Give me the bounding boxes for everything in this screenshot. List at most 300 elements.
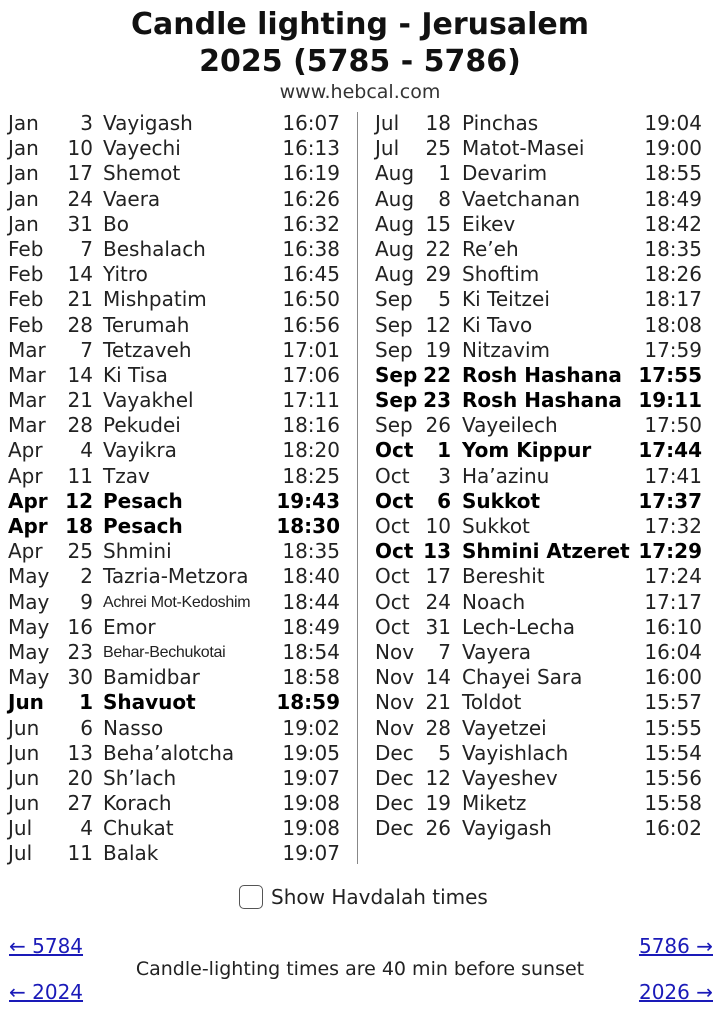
havdalah-toggle[interactable]: [239, 882, 488, 912]
row-day: 4: [80, 438, 93, 463]
row-month: Apr: [8, 539, 43, 564]
table-row: [375, 262, 705, 287]
row-day: 1: [79, 690, 93, 715]
row-parsha: Vayigash: [462, 816, 552, 841]
row-day: 29: [425, 262, 451, 287]
row-parsha: Yitro: [103, 262, 148, 287]
row-month: Oct: [375, 488, 414, 513]
row-parsha: Ki Tavo: [462, 312, 533, 337]
row-parsha: Sukkot: [462, 488, 541, 513]
row-parsha: Eikev: [462, 211, 516, 236]
table-row: [8, 841, 348, 866]
row-parsha: Mishpatim: [103, 287, 207, 312]
havdalah-checkbox[interactable]: [239, 885, 263, 909]
row-month: Mar: [8, 362, 46, 387]
row-day: 6: [80, 715, 93, 740]
row-time: 18:08: [644, 312, 702, 337]
row-day: 20: [67, 765, 93, 790]
row-day: 1: [438, 161, 451, 186]
table-row: [8, 615, 348, 640]
row-month: Jan: [8, 111, 39, 135]
row-time: 18:49: [282, 614, 340, 639]
table-row: [8, 438, 348, 463]
row-day: 7: [438, 639, 451, 664]
row-month: Oct: [375, 539, 414, 564]
table-row: [8, 464, 348, 489]
row-parsha: Behar-Bechukotai: [103, 643, 226, 661]
row-time: 18:20: [282, 438, 340, 463]
row-parsha: Shmini Atzeret: [462, 539, 630, 564]
row-parsha: Nitzavim: [462, 337, 550, 362]
table-row: [8, 816, 348, 841]
row-parsha: Shmini: [103, 539, 172, 564]
row-parsha: Sukkot: [462, 514, 530, 538]
table-row: [375, 564, 705, 589]
row-day: 19: [425, 337, 451, 362]
title-location: Candle lighting - Jerusalem: [130, 7, 589, 42]
table-row: [8, 539, 348, 564]
row-time: 18:16: [282, 413, 340, 438]
row-parsha: Emor: [103, 614, 156, 639]
row-day: 11: [67, 463, 93, 488]
row-time: 19:08: [282, 791, 340, 816]
row-day: 26: [425, 816, 451, 841]
column-divider: [357, 112, 358, 864]
row-parsha: Pekudei: [103, 413, 181, 438]
row-parsha: Balak: [103, 841, 159, 866]
prev-hebrew-year-link[interactable]: ← 5784: [9, 934, 84, 958]
row-day: 10: [67, 136, 93, 161]
row-time: 16:56: [282, 312, 340, 337]
row-time: 18:59: [276, 690, 340, 715]
row-time: 19:07: [282, 841, 340, 866]
holiday-row: [8, 514, 348, 539]
row-parsha: Devarim: [462, 161, 548, 186]
row-day: 13: [67, 740, 93, 765]
row-time: 19:11: [638, 388, 702, 413]
row-month: Oct: [375, 514, 410, 538]
row-time: 17:44: [638, 438, 702, 463]
table-row: [8, 237, 348, 262]
row-time: 19:05: [282, 740, 340, 765]
holiday-row: [8, 690, 348, 715]
row-day: 12: [425, 765, 451, 790]
row-month: Jul: [375, 136, 400, 161]
row-month: Jan: [8, 186, 39, 211]
row-month: Jun: [8, 740, 40, 765]
row-time: 17:41: [644, 463, 702, 488]
table-row: [375, 413, 705, 438]
row-day: 10: [425, 514, 451, 538]
row-month: Dec: [375, 791, 414, 816]
row-parsha: Tazria-Metzora: [103, 564, 249, 589]
row-parsha: Vayeshev: [462, 765, 558, 790]
row-month: Sep: [375, 312, 413, 337]
row-time: 18:55: [644, 161, 702, 186]
row-month: Jan: [8, 161, 39, 186]
row-parsha: Ki Tisa: [103, 362, 168, 387]
row-month: Apr: [8, 463, 43, 488]
row-month: Mar: [8, 337, 46, 362]
table-row: [375, 237, 705, 262]
table-row: [375, 690, 705, 715]
table-row: [8, 363, 348, 388]
row-parsha: Noach: [462, 589, 526, 614]
row-day: 28: [67, 413, 93, 438]
row-parsha: Shemot: [103, 161, 181, 186]
row-time: 16:00: [644, 665, 702, 690]
row-day: 30: [67, 665, 93, 690]
next-year-link[interactable]: 2026 →: [638, 980, 713, 1004]
title-year: 2025 (5785 - 5786): [199, 44, 521, 79]
table-row: [375, 791, 705, 816]
row-time: 19:00: [644, 136, 702, 161]
row-parsha: Vayetzei: [462, 715, 547, 740]
table-row: [8, 338, 348, 363]
row-parsha: Rosh Hashana: [462, 362, 622, 387]
table-row: [375, 514, 705, 539]
row-month: Sep: [375, 287, 413, 312]
row-time: 16:07: [282, 111, 340, 135]
row-day: 14: [67, 262, 93, 287]
row-day: 24: [67, 186, 93, 211]
table-row: [8, 187, 348, 212]
table-row: [375, 161, 705, 186]
row-month: Feb: [8, 287, 44, 312]
row-day: 6: [437, 488, 451, 513]
row-parsha: Miketz: [462, 791, 527, 816]
row-month: Sep: [375, 388, 418, 413]
row-time: 17:59: [644, 337, 702, 362]
row-day: 11: [67, 841, 93, 866]
row-month: Jan: [8, 211, 39, 236]
row-parsha: Chukat: [103, 816, 174, 841]
table-row: [8, 161, 348, 186]
row-day: 8: [438, 186, 451, 211]
holiday-row: [375, 388, 705, 413]
row-day: 21: [425, 690, 451, 715]
row-month: Jul: [375, 111, 400, 135]
row-parsha: Bamidbar: [103, 665, 200, 690]
table-row: [375, 741, 705, 766]
row-month: Sep: [375, 337, 413, 362]
row-time: 15:55: [644, 715, 702, 740]
row-parsha: Toldot: [462, 690, 522, 715]
row-time: 17:29: [638, 539, 702, 564]
row-month: Jan: [8, 136, 39, 161]
row-month: Nov: [375, 715, 415, 740]
table-row: [375, 136, 705, 161]
row-parsha: Tzav: [103, 463, 150, 488]
table-row: [375, 816, 705, 841]
row-parsha: Bereshit: [462, 564, 545, 589]
row-day: 25: [425, 136, 451, 161]
table-row: [8, 262, 348, 287]
row-day: 26: [425, 413, 451, 438]
row-month: Nov: [375, 639, 415, 664]
row-time: 19:07: [282, 765, 340, 790]
holiday-row: [375, 489, 705, 514]
row-day: 18: [65, 514, 93, 538]
row-month: Mar: [8, 388, 46, 413]
row-time: 16:10: [644, 614, 702, 639]
row-parsha: Ha’azinu: [462, 463, 550, 488]
row-parsha: Vayigash: [103, 111, 193, 135]
row-parsha: Vayishlach: [462, 740, 569, 765]
row-time: 16:38: [282, 236, 340, 261]
row-month: May: [8, 639, 50, 664]
row-time: 16:45: [282, 262, 340, 287]
row-month: May: [8, 564, 50, 589]
row-parsha: Shoftim: [462, 262, 540, 287]
row-day: 14: [425, 665, 451, 690]
row-time: 17:32: [644, 514, 702, 538]
row-time: 16:13: [282, 136, 340, 161]
row-parsha: Re’eh: [462, 236, 519, 261]
row-day: 4: [80, 816, 93, 841]
table-row: [8, 136, 348, 161]
table-row: [8, 716, 348, 741]
row-month: Feb: [8, 262, 44, 287]
table-row: [8, 640, 348, 665]
row-day: 31: [67, 211, 93, 236]
row-month: Aug: [375, 186, 415, 211]
prev-year-link[interactable]: ← 2024: [9, 980, 84, 1004]
row-time: 19:08: [282, 816, 340, 841]
row-parsha: Sh’lach: [103, 765, 177, 790]
row-month: Apr: [8, 514, 48, 538]
row-day: 7: [80, 337, 93, 362]
holiday-row: [8, 489, 348, 514]
row-time: 17:50: [644, 413, 702, 438]
row-time: 19:04: [644, 111, 702, 135]
table-row: [8, 564, 348, 589]
row-month: Jun: [8, 791, 40, 816]
row-parsha: Vayikra: [103, 438, 177, 463]
row-time: 18:44: [282, 589, 340, 614]
row-parsha: Beha’alotcha: [103, 740, 235, 765]
row-time: 16:50: [282, 287, 340, 312]
row-month: Oct: [375, 438, 414, 463]
row-month: May: [8, 614, 50, 639]
row-month: Sep: [375, 362, 418, 387]
row-day: 17: [425, 564, 451, 589]
row-day: 21: [67, 287, 93, 312]
row-time: 19:02: [282, 715, 340, 740]
candle-times-left-column: [8, 111, 348, 867]
row-parsha: Vayechi: [103, 136, 181, 161]
row-day: 28: [425, 715, 451, 740]
row-month: Jul: [8, 816, 33, 841]
table-row: [8, 212, 348, 237]
holiday-row: [375, 363, 705, 388]
table-row: [8, 665, 348, 690]
row-month: Jun: [8, 765, 40, 790]
row-day: 12: [425, 312, 451, 337]
row-time: 18:42: [644, 211, 702, 236]
row-day: 2: [80, 564, 93, 589]
row-parsha: Lech-Lecha: [462, 614, 576, 639]
table-row: [8, 791, 348, 816]
row-month: May: [8, 665, 50, 690]
table-row: [8, 766, 348, 791]
row-month: May: [8, 589, 50, 614]
row-month: Aug: [375, 236, 415, 261]
row-day: 5: [438, 740, 451, 765]
row-parsha: Vayakhel: [103, 388, 194, 413]
holiday-row: [375, 539, 705, 564]
row-parsha: Pinchas: [462, 111, 539, 135]
row-parsha: Nasso: [103, 715, 164, 740]
row-parsha: Tetzaveh: [103, 337, 192, 362]
row-time: 18:54: [282, 639, 340, 664]
row-month: Nov: [375, 665, 415, 690]
row-month: Aug: [375, 211, 415, 236]
row-time: 18:58: [282, 665, 340, 690]
row-parsha: Korach: [103, 791, 172, 816]
holiday-row: [375, 438, 705, 463]
row-time: 18:25: [282, 463, 340, 488]
row-parsha: Terumah: [103, 312, 190, 337]
row-time: 18:35: [644, 236, 702, 261]
row-time: 18:30: [276, 514, 340, 538]
row-month: Oct: [375, 463, 410, 488]
row-day: 28: [67, 312, 93, 337]
row-parsha: Matot-Masei: [462, 136, 585, 161]
row-month: Oct: [375, 614, 410, 639]
row-month: Feb: [8, 236, 44, 261]
row-day: 1: [437, 438, 451, 463]
row-day: 21: [67, 388, 93, 413]
row-time: 16:04: [644, 639, 702, 664]
row-time: 18:35: [282, 539, 340, 564]
row-month: Sep: [375, 413, 413, 438]
row-parsha: Pesach: [103, 488, 183, 513]
row-month: Jun: [8, 690, 44, 715]
row-parsha: Shavuot: [103, 690, 196, 715]
row-day: 3: [438, 463, 451, 488]
row-time: 15:58: [644, 791, 702, 816]
row-time: 17:17: [644, 589, 702, 614]
row-month: Nov: [375, 690, 415, 715]
table-row: [375, 640, 705, 665]
row-day: 7: [80, 236, 93, 261]
table-row: [375, 590, 705, 615]
row-time: 16:32: [282, 211, 340, 236]
row-time: 17:11: [282, 388, 340, 413]
row-parsha: Ki Teitzei: [462, 287, 550, 312]
row-time: 17:24: [644, 564, 702, 589]
row-day: 3: [80, 111, 93, 135]
row-parsha: Bo: [103, 211, 129, 236]
row-time: 17:01: [282, 337, 340, 362]
row-parsha: Achrei Mot-Kedoshim: [103, 593, 251, 611]
row-day: 23: [423, 388, 451, 413]
table-row: [8, 111, 348, 136]
table-row: [375, 313, 705, 338]
row-time: 17:37: [638, 488, 702, 513]
row-month: Aug: [375, 262, 415, 287]
row-day: 5: [438, 287, 451, 312]
row-day: 23: [67, 639, 93, 664]
row-day: 27: [67, 791, 93, 816]
row-day: 12: [65, 488, 93, 513]
table-row: [375, 212, 705, 237]
page-title: [0, 6, 720, 80]
row-month: Jun: [8, 715, 40, 740]
footer-note: Candle-lighting times are 40 min before sunset: [135, 958, 585, 980]
row-day: 25: [67, 539, 93, 564]
row-time: 15:57: [644, 690, 702, 715]
row-time: 16:19: [282, 161, 340, 186]
table-row: [8, 413, 348, 438]
row-month: Apr: [8, 438, 43, 463]
row-day: 15: [425, 211, 451, 236]
row-time: 17:06: [282, 362, 340, 387]
row-month: Jul: [8, 841, 33, 866]
row-month: Apr: [8, 488, 48, 513]
table-row: [375, 338, 705, 363]
row-time: 19:43: [276, 488, 340, 513]
row-parsha: Vayera: [462, 639, 532, 664]
row-day: 18: [425, 111, 451, 135]
table-row: [375, 615, 705, 640]
table-row: [375, 464, 705, 489]
table-row: [8, 313, 348, 338]
row-day: 22: [423, 362, 451, 387]
row-parsha: Yom Kippur: [462, 438, 592, 463]
table-row: [375, 665, 705, 690]
table-row: [8, 590, 348, 615]
row-day: 16: [67, 614, 93, 639]
row-month: Dec: [375, 816, 414, 841]
row-month: Oct: [375, 589, 410, 614]
row-day: 13: [423, 539, 451, 564]
table-row: [375, 187, 705, 212]
table-row: [375, 766, 705, 791]
row-parsha: Rosh Hashana: [462, 388, 622, 413]
row-month: Mar: [8, 413, 46, 438]
candle-times-right-column: [375, 111, 705, 841]
row-month: Dec: [375, 740, 414, 765]
row-time: 18:17: [644, 287, 702, 312]
row-month: Dec: [375, 765, 414, 790]
row-day: 19: [425, 791, 451, 816]
row-time: 17:55: [638, 362, 702, 387]
havdalah-label: Show Havdalah times: [271, 885, 488, 909]
row-time: 18:40: [282, 564, 340, 589]
row-time: 15:54: [644, 740, 702, 765]
row-time: 18:26: [644, 262, 702, 287]
row-day: 17: [67, 161, 93, 186]
table-row: [375, 111, 705, 136]
site-url: www.hebcal.com: [279, 81, 441, 103]
row-parsha: Vaera: [103, 186, 161, 211]
row-time: 18:49: [644, 186, 702, 211]
row-parsha: Pesach: [103, 514, 183, 538]
row-time: 15:56: [644, 765, 702, 790]
row-time: 16:26: [282, 186, 340, 211]
row-day: 31: [425, 614, 451, 639]
row-day: 14: [67, 362, 93, 387]
row-day: 24: [425, 589, 451, 614]
table-row: [8, 741, 348, 766]
row-day: 22: [425, 236, 451, 261]
row-month: Aug: [375, 161, 415, 186]
table-row: [8, 388, 348, 413]
table-row: [8, 287, 348, 312]
next-hebrew-year-link[interactable]: 5786 →: [638, 934, 713, 958]
